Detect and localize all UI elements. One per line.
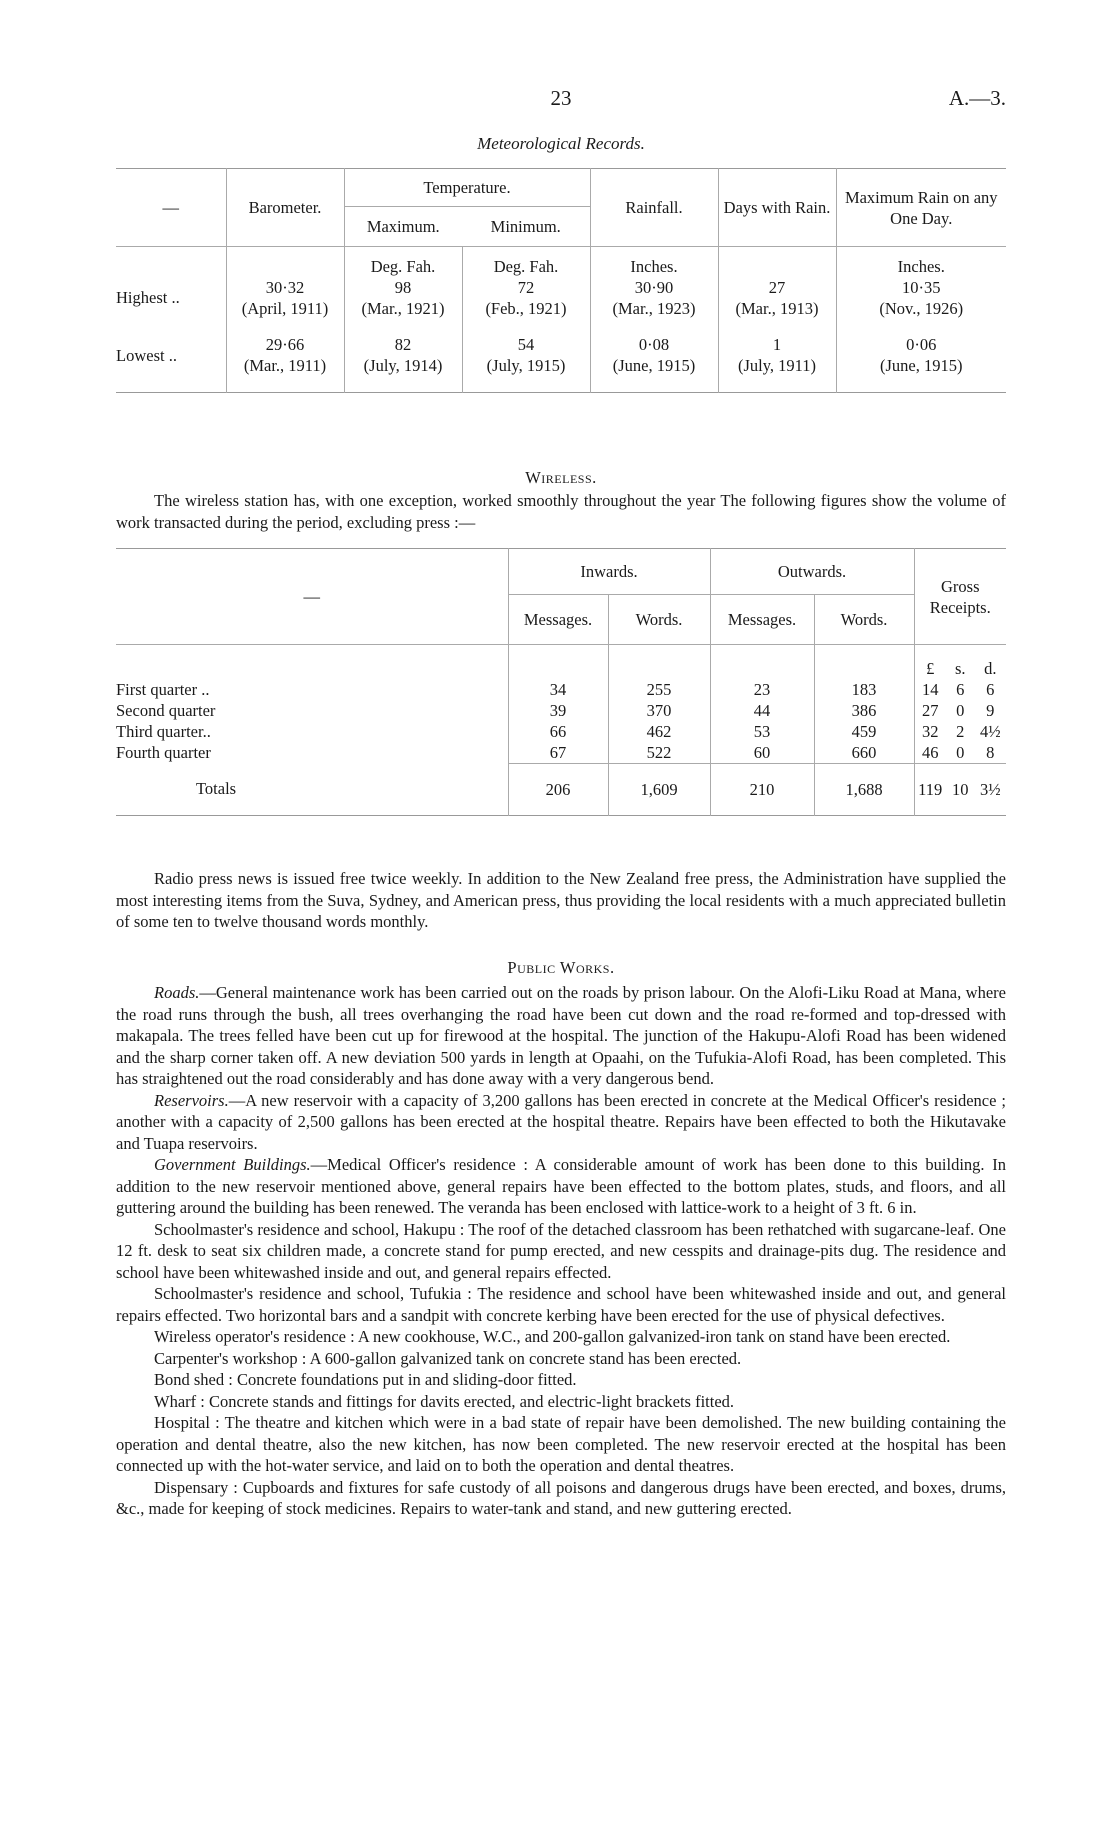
cell: 522 xyxy=(608,742,710,764)
cell-date: (April, 1911) xyxy=(241,298,329,318)
cell: 183 xyxy=(814,679,914,700)
cell: 98 xyxy=(394,277,412,297)
totals-row xyxy=(116,763,1006,815)
table-row xyxy=(116,742,1006,764)
cell: 9 xyxy=(986,700,995,720)
cell: 6 xyxy=(956,679,965,699)
cell-date: (June, 1915) xyxy=(880,356,963,376)
cell-date: (July, 1915) xyxy=(486,356,566,376)
paragraph: Schoolmaster's residence and school, Hakupu : The roof of the detached classroom has been rethatched with sugarcane-leaf. One 12 ft. desk to seat six children made, a concrete stand for pump erected, and new cesspits and drainage-pits dug. The residence and school have been whitewashed inside and out, and general repairs effected. xyxy=(116,1219,1006,1282)
cell: 46 xyxy=(922,742,939,762)
col-out-messages: Messages. xyxy=(710,595,814,645)
row-label: Second quarter xyxy=(116,700,216,720)
cell: 6 xyxy=(986,679,995,699)
col-rainfall: Rainfall. xyxy=(590,169,718,247)
cell: 8 xyxy=(986,742,995,762)
cell: 10·35 xyxy=(902,277,941,297)
cell-date: (June, 1915) xyxy=(612,356,696,376)
para-text: —General maintenance work has been carried out on the roads by prison labour. On the Alofi-Liku Road at Mana, where the road runs through the bush, all trees overhanging the road have been cut down and the road re-formed and top-dressed with makapala. The trees felled have been cut up for firewood at the hospital. The junction of the Hakupu-Alofi Road has been widened and the sharp corner taken off. A new deviation 500 yards in length at Opaahi, on the Tufukia-Alofi Road, has been completed. This has straightened out the road considerably and has done away with a very dangerous bend. xyxy=(116,983,1006,1088)
paragraph: Wharf : Concrete stands and fittings for davits erected, and electric-light brackets fitted. xyxy=(154,1391,735,1411)
row-label: Highest .. xyxy=(116,288,180,307)
document-reference: A.—3. xyxy=(948,86,1006,110)
cell: 1 xyxy=(772,335,782,355)
cell: 54 xyxy=(517,335,535,355)
unit-rainfall: Inches. xyxy=(590,247,718,277)
paragraph: Radio press news is issued free twice weekly. In addition to the New Zealand free press, the Administration have supplied the most interesting items from the Suva, Sydney, and American press, thus providing the local residents with a much appreciated bulletin of some ten to twelve thousand words monthly. xyxy=(116,869,1006,931)
unit-temp-max: Deg. Fah. xyxy=(344,247,462,277)
cell: 1,609 xyxy=(608,763,710,815)
cell: 210 xyxy=(710,763,814,815)
cell: 39 xyxy=(508,700,608,721)
paragraph: Dispensary : Cupboards and fixtures for safe custody of all poisons and dangerous drugs have been erected, and boxes, drums, &c., made for keeping of stock medicines. Repairs to water-tank and stand, and new guttering erected. xyxy=(116,1477,1006,1518)
row-label: Totals xyxy=(196,779,237,799)
page-number: 23 xyxy=(550,86,572,110)
paragraph: Hospital : The theatre and kitchen which were in a bad state of repair have been demolished. The new building containing the operation and dental theatre, also the new kitchen, has now been completed. The new reservoir erected at the hospital has been connected up with the hot-water service, and laid on to both the operation and dental theatres. xyxy=(116,1413,1006,1475)
wireless-heading: Wireless. xyxy=(525,468,597,487)
met-row-highest xyxy=(116,277,1006,319)
cell: 0 xyxy=(956,700,965,720)
cell: 119 xyxy=(918,779,943,799)
paragraph xyxy=(116,982,1006,1090)
met-corner: — xyxy=(116,169,226,247)
paragraph xyxy=(116,1154,1006,1219)
cell: 82 xyxy=(394,335,412,355)
cell: 0·08 xyxy=(638,335,670,355)
met-row-lowest xyxy=(116,319,1006,393)
col-days-with-rain: Days with Rain. xyxy=(718,169,836,247)
cell: 10 xyxy=(952,779,969,799)
cell: 27 xyxy=(922,700,939,720)
cell-date: (Mar., 1923) xyxy=(612,298,696,318)
table-row xyxy=(116,679,1006,700)
col-temp-max: Maximum. xyxy=(344,207,462,247)
cell-date: (Mar., 1911) xyxy=(243,356,327,376)
wireless-table xyxy=(116,548,1006,816)
wireless-intro xyxy=(116,490,1006,533)
meteorological-table xyxy=(116,168,1006,393)
cell: 27 xyxy=(768,277,786,297)
cell-date: (July, 1911) xyxy=(737,356,817,376)
cell: 30·32 xyxy=(265,277,305,297)
paragraph: The wireless station has, with one exception, worked smoothly throughout the year The following figures show the volume of work transacted during the period, excluding press :— xyxy=(116,491,1006,532)
col-outwards: Outwards. xyxy=(710,549,914,595)
cell: 386 xyxy=(814,700,914,721)
cell: 32 xyxy=(922,721,939,741)
cell: 29·66 xyxy=(265,335,305,355)
cell: 3½ xyxy=(979,779,1001,799)
para-lead: Government Buildings. xyxy=(154,1155,311,1174)
cell: 14 xyxy=(922,679,939,699)
cell: 66 xyxy=(508,721,608,742)
cell: 4½ xyxy=(979,721,1001,741)
unit-max-rain: Inches. xyxy=(836,247,1006,277)
row-label: Fourth quarter xyxy=(116,742,211,762)
meteorological-title: Meteorological Records. xyxy=(477,134,645,153)
cell-date: (Mar., 1913) xyxy=(735,298,819,318)
wire-corner: — xyxy=(116,549,508,645)
cell: 23 xyxy=(710,679,814,700)
cell: 660 xyxy=(814,742,914,764)
col-in-messages: Messages. xyxy=(508,595,608,645)
para-lead: Reservoirs. xyxy=(154,1090,229,1110)
row-label: Third quarter.. xyxy=(116,721,211,741)
col-inwards: Inwards. xyxy=(508,549,710,595)
cell: 67 xyxy=(508,742,608,764)
paragraph xyxy=(116,1090,1006,1155)
currency-shillings: s. xyxy=(954,658,966,678)
para-text: —A new reservoir with a capacity of 3,200 gallons has been erected in concrete at the Medical Officer's residence ; another with a capacity of 2,500 gallons has been erected at the hospital theatre. Repairs have been effected to both the Hikutavake and Tuapa reservoirs. xyxy=(116,1090,1006,1153)
paragraph: Schoolmaster's residence and school, Tufukia : The residence and school have been whitewashed inside and out, and general repairs effected. Two horizontal bars and a sandpit with concrete kerbing have been erected for the use of physical defectives. xyxy=(116,1284,1006,1325)
table-row xyxy=(116,721,1006,742)
cell: 60 xyxy=(710,742,814,764)
col-in-words: Words. xyxy=(608,595,710,645)
public-works-heading: Public Works. xyxy=(507,958,615,977)
col-out-words: Words. xyxy=(814,595,914,645)
col-temperature: Temperature. xyxy=(344,169,590,207)
page-header xyxy=(116,86,1006,116)
cell-date: (Nov., 1926) xyxy=(879,298,964,318)
row-label: Lowest .. xyxy=(116,345,177,365)
col-temp-min: Minimum. xyxy=(462,207,590,247)
public-works-body xyxy=(116,982,1006,1520)
paragraph: Wireless operator's residence : A new cookhouse, W.C., and 200-gallon galvanized-iron tank on stand have been erected. xyxy=(154,1327,951,1346)
cell: 72 xyxy=(517,277,535,297)
cell-date: (Feb., 1921) xyxy=(485,298,567,318)
cell: 44 xyxy=(710,700,814,721)
col-gross-receipts: Gross Receipts. xyxy=(914,549,1006,645)
col-max-rain: Maximum Rain on any One Day. xyxy=(836,169,1006,247)
col-barometer: Barometer. xyxy=(226,169,344,247)
cell: 1,688 xyxy=(814,763,914,815)
cell-date: (Mar., 1921) xyxy=(361,298,445,318)
cell: 206 xyxy=(508,763,608,815)
wireless-after xyxy=(116,868,1006,933)
cell: 34 xyxy=(508,679,608,700)
currency-pence: d. xyxy=(984,658,997,678)
cell: 0·06 xyxy=(906,335,937,355)
unit-temp-min: Deg. Fah. xyxy=(462,247,590,277)
cell: 459 xyxy=(814,721,914,742)
paragraph: Bond shed : Concrete foundations put in and sliding-door fitted. xyxy=(154,1370,577,1389)
cell: 30·90 xyxy=(634,277,674,297)
cell: 370 xyxy=(608,700,710,721)
cell: 2 xyxy=(956,721,965,741)
cell: 462 xyxy=(608,721,710,742)
para-text: —Medical Officer's residence : A considerable amount of work has been done to this building. In addition to the new reservoir mentioned above, general repairs have been effected to the bottom plates, studs, and floors, and all guttering around the building has been renewed. The veranda has been enclosed with lattice-work to a height of 3 ft. 6 in. xyxy=(116,1155,1006,1217)
currency-pounds: £ xyxy=(926,658,935,678)
row-label: First quarter .. xyxy=(116,679,210,699)
cell: 53 xyxy=(710,721,814,742)
cell: 0 xyxy=(956,742,965,762)
table-row xyxy=(116,700,1006,721)
cell-date: (July, 1914) xyxy=(363,356,443,376)
cell: 255 xyxy=(608,679,710,700)
paragraph: Carpenter's workshop : A 600-gallon galvanized tank on concrete stand has been erected. xyxy=(154,1348,742,1368)
para-lead: Roads. xyxy=(154,983,200,1002)
